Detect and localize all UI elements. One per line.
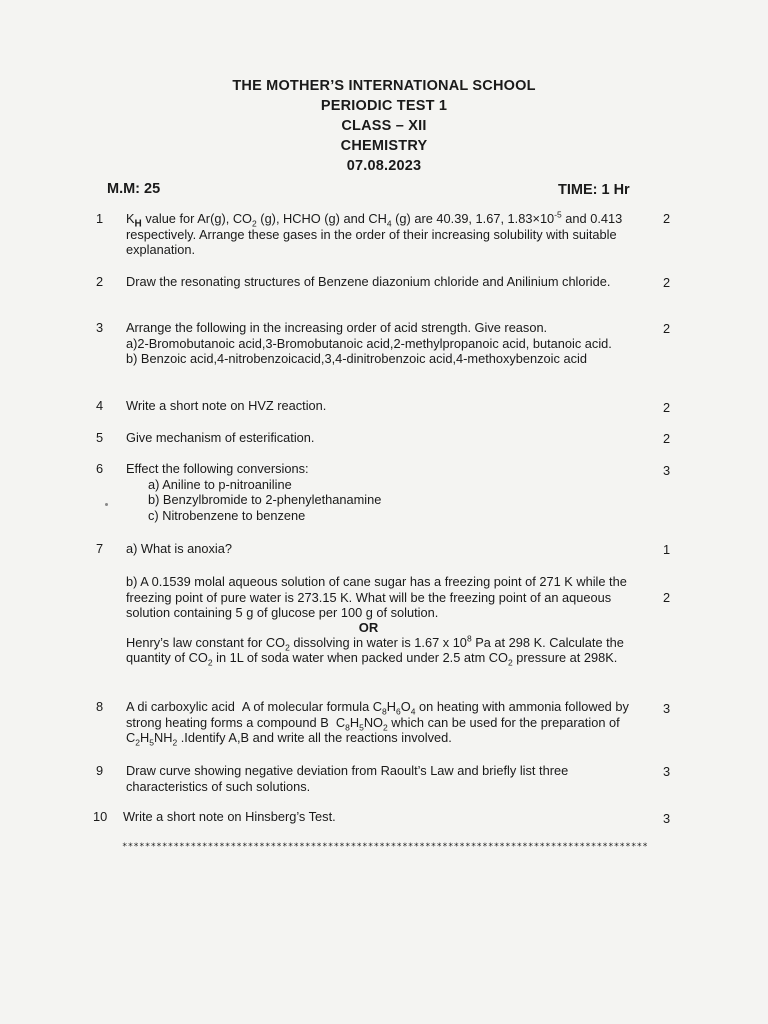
question-text: [126, 320, 656, 367]
list-item: a) Aniline to p-nitroaniline: [148, 476, 292, 492]
question-number: 4: [96, 398, 104, 413]
list-item: c) Nitrobenzene to benzene: [148, 507, 306, 523]
question-text: Draw curve showing negative deviation from Raoult’s Law and briefly list three characteristics of such solutions.: [126, 763, 569, 794]
max-marks: M.M: 25: [107, 181, 161, 197]
test-name: PERIODIC TEST 1: [320, 98, 448, 114]
question-marks: 1: [663, 542, 671, 557]
conversion-list: [126, 477, 656, 524]
scan-speck: [105, 503, 108, 506]
question-marks: 2: [663, 275, 671, 290]
question-text: $K_H$ value for Ar(g), $CO_2$ (g), HCHO (g) and $CH_4$ (g) are 40.39, 1.67, $1.83\times 10^{-5}$ and 0.413 respectively. Arrange these gases in the order of their increasing solubility with suitable explanation.: [126, 209, 623, 257]
question-number: 3: [96, 320, 104, 335]
question-number: 6: [96, 461, 104, 476]
question-number: 9: [96, 763, 104, 778]
subject-name: CHEMISTRY: [340, 138, 428, 154]
question-text: Write a short note on Hinsberg’s Test.: [123, 809, 336, 824]
or-separator: OR: [358, 619, 379, 635]
question-alternative: Henry’s law constant for $CO_2$ dissolving in water is 1.67 x $10^8$ Pa at 298 K. Calculate the quantity of $CO_2$ in 1L of soda water when packed under 2.5 atm $CO_2$ pressure at 298K.: [126, 633, 624, 668]
question-marks: 2: [663, 590, 671, 605]
question-marks: 3: [663, 764, 671, 779]
question-text: A di carboxylic acid A of molecular formula $C_8H_6O_4$ on heating with ammonia followed by strong heating forms a compound B $C_8H_5NO_2$ which can be used for the preparation of $C_2H_5NH_2$ .Identify A,B and write all the reactions involved.: [126, 699, 629, 748]
question-number: 2: [96, 274, 104, 289]
question-marks: 2: [663, 400, 671, 415]
question-part-a: a)2-Bromobutanoic acid,3-Bromobutanoic acid,2-methylpropanoic acid, butanoic acid.: [126, 335, 612, 351]
question-number: 5: [96, 430, 104, 445]
school-name: THE MOTHER’S INTERNATIONAL SCHOOL: [232, 78, 536, 94]
question-text: Write a short note on HVZ reaction.: [126, 398, 327, 413]
question-number: 10: [93, 809, 108, 824]
end-separator: ********************************************************************************************: [122, 842, 649, 852]
question-text: [126, 574, 651, 666]
question-number: 7: [96, 541, 104, 556]
question-marks: 3: [663, 701, 671, 716]
question-number: 8: [96, 699, 104, 714]
question-marks: 3: [663, 463, 671, 478]
list-item: b) Benzylbromide to 2-phenylethanamine: [148, 492, 382, 507]
class-name: CLASS – XII: [341, 118, 427, 134]
question-marks: 3: [663, 811, 671, 826]
time-allowed: TIME: 1 Hr: [558, 182, 630, 198]
question-marks: 2: [663, 431, 671, 446]
question-part-b: b) A 0.1539 molal aqueous solution of cane sugar has a freezing point of 271 K while the freezing point of pure water is 273.15 K. What will be the freezing point of an aqueous solution containing 5 g of glucose per 100 g of solution.: [126, 574, 627, 620]
question-text: Give mechanism of esterification.: [126, 430, 315, 445]
exam-header: [0, 76, 768, 176]
question-part-a: a) What is anoxia?: [126, 541, 232, 556]
question-text: [126, 461, 656, 523]
question-text: Draw the resonating structures of Benzene diazonium chloride and Anilinium chloride.: [126, 274, 611, 289]
question-stem: Effect the following conversions:: [126, 461, 309, 476]
question-stem: Arrange the following in the increasing order of acid strength. Give reason.: [126, 320, 548, 335]
question-part-b: b) Benzoic acid,4-nitrobenzoicacid,3,4-dinitrobenzoic acid,4-methoxybenzoic acid: [126, 351, 587, 366]
exam-date: 07.08.2023: [346, 158, 422, 174]
question-marks: 2: [663, 321, 671, 336]
question-marks: 2: [663, 211, 671, 226]
question-number: 1: [96, 211, 104, 226]
